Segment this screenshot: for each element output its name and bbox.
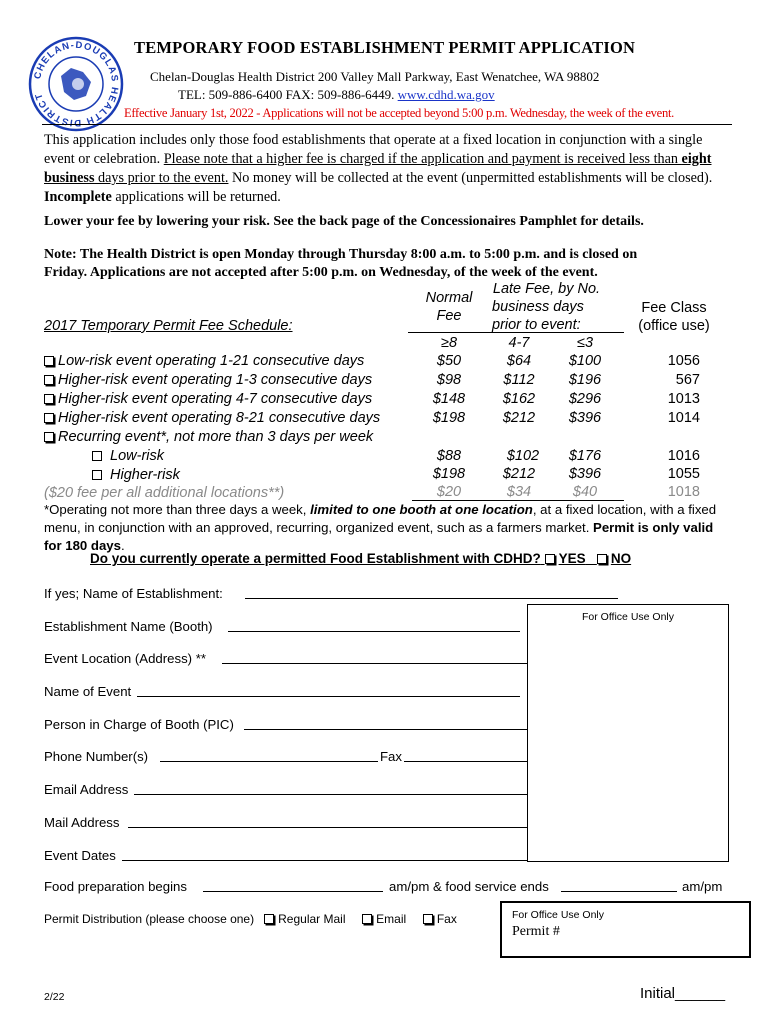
- hours-note-2: Friday. Applications are not accepted after 5:00 p.m. on Wednesday, of the week of the event.: [44, 265, 598, 280]
- if-yes-input[interactable]: [245, 598, 618, 599]
- location-label: Event Location (Address) **: [44, 651, 206, 666]
- fee-row-text: Low-risk event operating 1-21 consecutive days: [58, 353, 365, 369]
- distribution-label: Permit Distribution (please choose one): [44, 912, 255, 926]
- fee-row-text: Higher-risk event operating 1-3 consecutive days: [58, 372, 373, 388]
- email-option-label: Email: [376, 912, 407, 926]
- fee-normal: $148: [432, 391, 466, 407]
- yes-checkbox[interactable]: [545, 554, 555, 564]
- col-late-1: Late Fee, by No.: [492, 281, 601, 297]
- fee-late-b: $40: [572, 484, 598, 500]
- fee-late-b: $176: [568, 448, 602, 464]
- fee-normal: $20: [436, 484, 462, 500]
- note-text-e: .: [120, 538, 125, 553]
- fee-late-a: $34: [506, 484, 532, 500]
- intro-text-1: This application includes only those food establishments that operate at a fixed location in conjunction with a single event or celebration.: [44, 132, 703, 167]
- service-input[interactable]: [561, 891, 677, 892]
- dates-label: Event Dates: [44, 848, 116, 863]
- contact-numbers: TEL: 509-886-6400 FAX: 509-886-6449.: [178, 87, 395, 102]
- intro-fee-warning: Please note that a higher fee is charged if the application and payment is received less than: [163, 151, 682, 167]
- sub-late-a: 4-7: [508, 335, 530, 351]
- fee-class: 1056: [667, 353, 700, 369]
- sub-row-text: Higher-risk: [110, 467, 180, 483]
- recurring-text: Recurring event*, not more than 3 days per week: [58, 429, 374, 445]
- checkbox-icon[interactable]: [44, 356, 54, 366]
- intro-days-prior: days prior to the event.: [94, 170, 229, 186]
- prep-input[interactable]: [203, 891, 383, 892]
- fee-row-text: Higher-risk event operating 4-7 consecutive days: [58, 391, 373, 407]
- header-divider: [42, 124, 732, 125]
- fee-normal: $198: [432, 466, 466, 482]
- sub-row-label[interactable]: [92, 467, 180, 483]
- additional-locations-label: ($20 fee per all additional locations**): [44, 485, 285, 501]
- lower-fee-note: Lower your fee by lowering your risk. See the back page of the Concessionaires Pamphlet for details.: [44, 214, 644, 229]
- prep-label: Food preparation begins: [44, 879, 187, 894]
- regular-mail-checkbox[interactable]: [264, 914, 274, 924]
- checkbox-icon[interactable]: [44, 394, 54, 404]
- no-checkbox[interactable]: [597, 554, 607, 564]
- ampm-label: am/pm: [682, 879, 723, 894]
- header-underline: [408, 332, 624, 333]
- intro-eight-business: eight business: [44, 151, 712, 186]
- website-link[interactable]: www.cdhd.wa.gov: [397, 87, 495, 102]
- fee-normal: $198: [432, 410, 466, 426]
- fee-late-b: $196: [568, 372, 602, 388]
- fee-class: 567: [675, 372, 700, 388]
- fee-late-b: $396: [568, 410, 602, 426]
- fee-normal: $98: [436, 372, 462, 388]
- intro-text-3: No money will be collected at the event (unpermitted establishments will be closed).: [228, 170, 713, 186]
- fee-late-a: $102: [506, 448, 540, 464]
- event-input[interactable]: [137, 696, 520, 697]
- hours-note-1: Note: The Health District is open Monday through Thursday 8:00 a.m. to 5:00 p.m. and is closed on: [44, 247, 638, 262]
- event-label: Name of Event: [44, 684, 132, 699]
- checkbox-icon[interactable]: [44, 432, 54, 442]
- fax-input[interactable]: [404, 761, 527, 762]
- fee-row-text: Higher-risk event operating 8-21 consecutive days: [58, 410, 381, 426]
- fee-row-label[interactable]: [44, 391, 372, 407]
- note-text-c: , at a fixed location, with a fixed menu, in conjunction with an approved, recurring, organized event, such as a farmers market.: [44, 502, 717, 535]
- note-text-a: *Operating not more than three days a week,: [44, 502, 311, 517]
- fee-normal: $50: [436, 353, 462, 369]
- fee-row-label[interactable]: [44, 410, 380, 426]
- sub-late-b: ≤3: [576, 335, 594, 351]
- fax-label: Fax: [380, 749, 402, 764]
- fee-late-b: $100: [568, 353, 602, 369]
- sub-normal: ≥8: [440, 335, 458, 351]
- revision-date: 2/22: [44, 991, 65, 1003]
- phone-input[interactable]: [160, 761, 378, 762]
- fee-late-b: $296: [568, 391, 602, 407]
- mail-label: Mail Address: [44, 815, 120, 830]
- checkbox-icon[interactable]: [44, 375, 54, 385]
- col-normal-2: Fee: [436, 308, 462, 324]
- booth-input[interactable]: [228, 631, 520, 632]
- phone-label: Phone Number(s): [44, 749, 149, 764]
- fee-class: 1013: [667, 391, 700, 407]
- booth-label: Establishment Name (Booth): [44, 619, 213, 634]
- no-label: NO: [610, 551, 632, 566]
- fee-row-label[interactable]: [44, 372, 372, 388]
- schedule-title: 2017 Temporary Permit Fee Schedule:: [44, 318, 293, 334]
- sub-row-label[interactable]: [92, 448, 164, 464]
- fee-normal: $88: [436, 448, 462, 464]
- fee-late-b: $396: [568, 466, 602, 482]
- col-class-1: Fee Class: [641, 300, 707, 316]
- pic-input[interactable]: [244, 729, 527, 730]
- email-input[interactable]: [134, 794, 527, 795]
- initial-field[interactable]: Initial______: [640, 985, 726, 1002]
- sub-row-text: Low-risk: [110, 448, 165, 464]
- col-normal-1: Normal: [425, 290, 473, 306]
- dates-input[interactable]: [122, 860, 527, 861]
- fax-checkbox[interactable]: [423, 914, 433, 924]
- effective-notice: Effective January 1st, 2022 - Applications will not be accepted beyond 5:00 p.m. Wednesday, the week of the event.: [124, 106, 675, 120]
- intro-paragraph: [44, 131, 724, 207]
- permit-number-label: Permit #: [512, 924, 560, 939]
- fee-late-a: $212: [502, 410, 536, 426]
- fee-class: 1055: [667, 466, 700, 482]
- service-label: am/pm & food service ends: [389, 879, 549, 894]
- page-title: TEMPORARY FOOD ESTABLISHMENT PERMIT APPLICATION: [134, 38, 636, 57]
- fee-class: 1016: [667, 448, 700, 464]
- email-label: Email Address: [44, 782, 129, 797]
- office-use-label: For Office Use Only: [582, 611, 674, 623]
- email-checkbox[interactable]: [362, 914, 372, 924]
- intro-text-4: applications will be returned.: [111, 189, 281, 205]
- question-text: Do you currently operate a permitted Food Establishment with CDHD?: [90, 551, 541, 566]
- checkbox-icon[interactable]: [44, 413, 54, 423]
- if-yes-label: If yes; Name of Establishment:: [44, 586, 223, 601]
- note-text-b: limited to one booth at one location: [310, 502, 533, 517]
- fee-row-label[interactable]: [44, 353, 364, 369]
- fee-class: 1018: [667, 484, 700, 500]
- col-class-2: (office use): [638, 318, 710, 334]
- pic-label: Person in Charge of Booth (PIC): [44, 717, 234, 732]
- distribution-row: [44, 912, 457, 926]
- fee-late-a: $64: [506, 353, 532, 369]
- office-use-box: [527, 604, 729, 862]
- mail-input[interactable]: [128, 827, 527, 828]
- health-district-logo: [28, 36, 124, 132]
- permitted-question: [90, 551, 671, 566]
- checkbox-icon[interactable]: [92, 470, 102, 480]
- logo-ring-text: CHELAN-DOUGLAS HEALTH DISTRICT: [32, 39, 121, 129]
- yes-label: YES: [558, 551, 586, 566]
- regular-mail-label: Regular Mail: [278, 912, 346, 926]
- permit-office-label: For Office Use Only: [512, 909, 604, 921]
- header-address: Chelan-Douglas Health District 200 Valley Mall Parkway, East Wenatchee, WA 98802: [150, 69, 600, 84]
- col-late-2: business days: [492, 299, 584, 315]
- col-late-3: prior to event:: [492, 317, 581, 333]
- fee-class: 1014: [667, 410, 700, 426]
- fax-option-label: Fax: [436, 912, 457, 926]
- header-contact: [178, 87, 495, 103]
- fee-late-a: $212: [502, 466, 536, 482]
- fee-late-a: $112: [503, 372, 535, 388]
- checkbox-icon[interactable]: [92, 451, 102, 461]
- note-text-d: Permit is only valid for 180 days: [44, 520, 714, 553]
- operating-note: [44, 501, 734, 555]
- permit-number-box: [500, 901, 751, 958]
- intro-incomplete: Incomplete: [44, 189, 112, 205]
- recurring-row-label[interactable]: [44, 429, 373, 445]
- location-input[interactable]: [222, 663, 527, 664]
- fee-late-a: $162: [502, 391, 536, 407]
